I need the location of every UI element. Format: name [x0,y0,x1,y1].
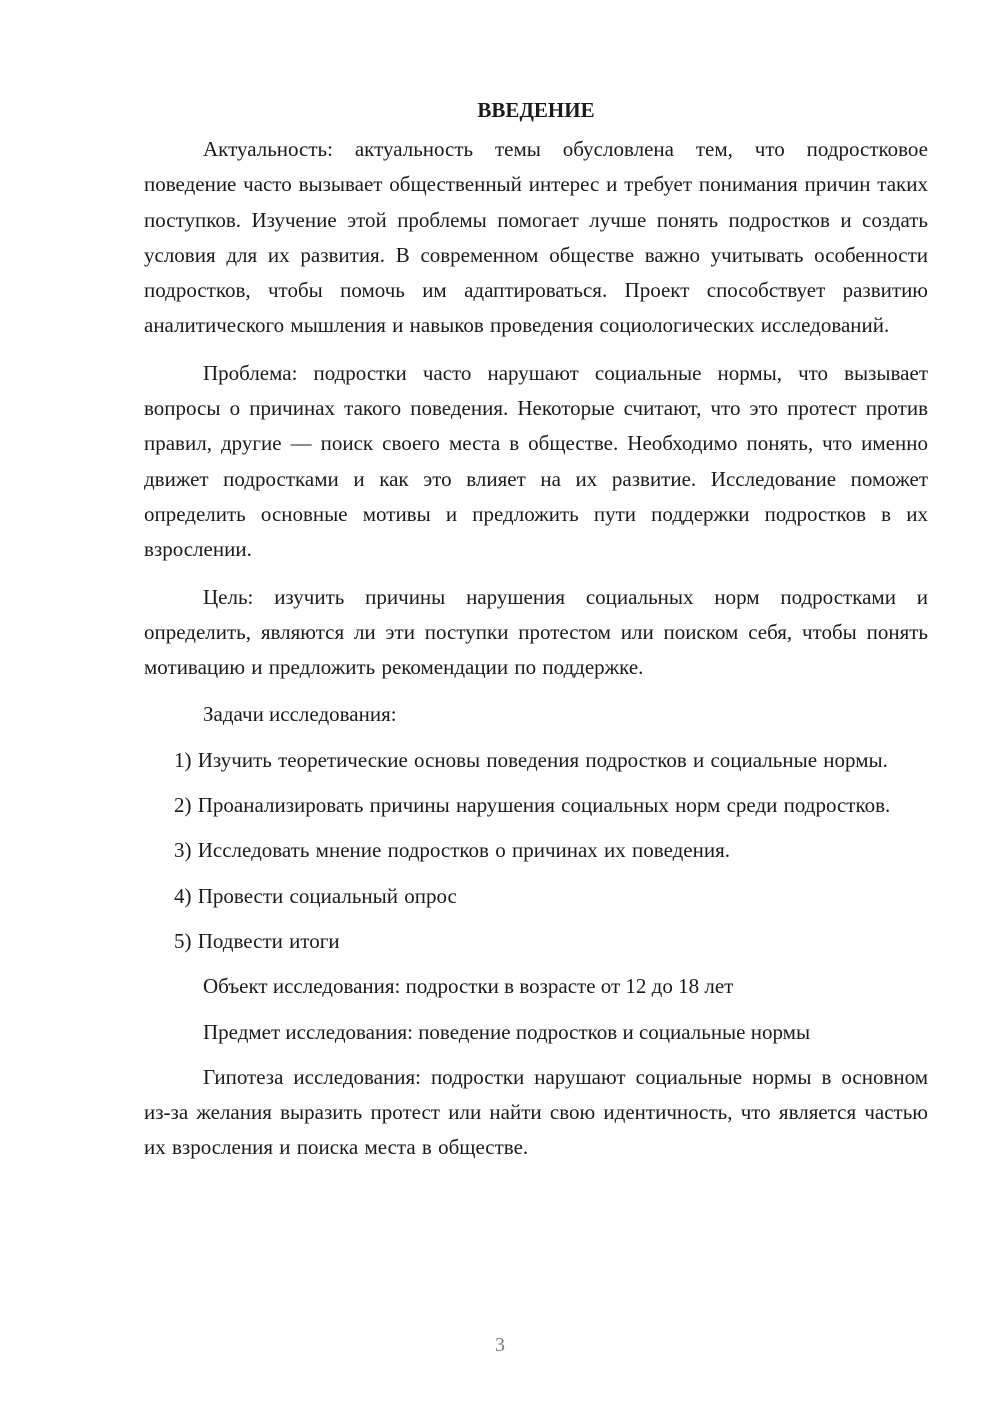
task-item-2: 2) Проанализировать причины нарушения социальных норм среди подростков. [174,793,891,818]
hypothesis-paragraph: Гипотеза исследования: подростки нарушают социальные нормы в основном из-за желания выразить протест или найти свою идентичность, что является частью их взросления и поиска места в обществе. [144,1064,928,1160]
research-subject: Предмет исследования: поведение подростков и социальные нормы [203,1019,811,1044]
page-number: 3 [495,1334,505,1356]
tasks-heading: Задачи исследования: [203,702,397,727]
task-item-3: 3) Исследовать мнение подростков о причинах их поведения. [174,838,731,863]
problem-paragraph: Проблема: подростки часто нарушают социальные нормы, что вызывает вопросы о причинах такого поведения. Некоторые считают, что это протест против правил, другие — поиск своего места в обществе. Необходимо понять, что именно движет подростками и как это влияет на их развитие. Исследование поможет определить основные мотивы и предложить пути поддержки подростков в их взрослении. [144,360,928,562]
relevance-paragraph: Актуальность: актуальность темы обусловлена тем, что подростковое поведение часто вызывает общественный интерес и требует понимания причин таких поступков. Изучение этой проблемы помогает лучше понять подростков и создать условия для их развития. В современном обществе важно учитывать особенности подростков, чтобы помочь им адаптироваться. Проект способствует развитию аналитического мышления и навыков проведения социологических исследований. [144,137,928,338]
document-page [144,92,928,1178]
task-item-5: 5) Подвести итоги [174,928,340,953]
task-item-1: 1) Изучить теоретические основы поведения подростков и социальные нормы. [174,747,888,772]
task-item-4: 4) Провести социальный опрос [174,883,457,908]
goal-paragraph: Цель: изучить причины нарушения социальных норм подростками и определить, являются ли эти поступки протестом или поиском себя, чтобы понять мотивацию и предложить рекомендации по поддержке. [144,584,928,680]
page-title: ВВЕДЕНИЕ [477,98,595,122]
research-object: Объект исследования: подростки в возрасте от 12 до 18 лет [203,974,734,999]
